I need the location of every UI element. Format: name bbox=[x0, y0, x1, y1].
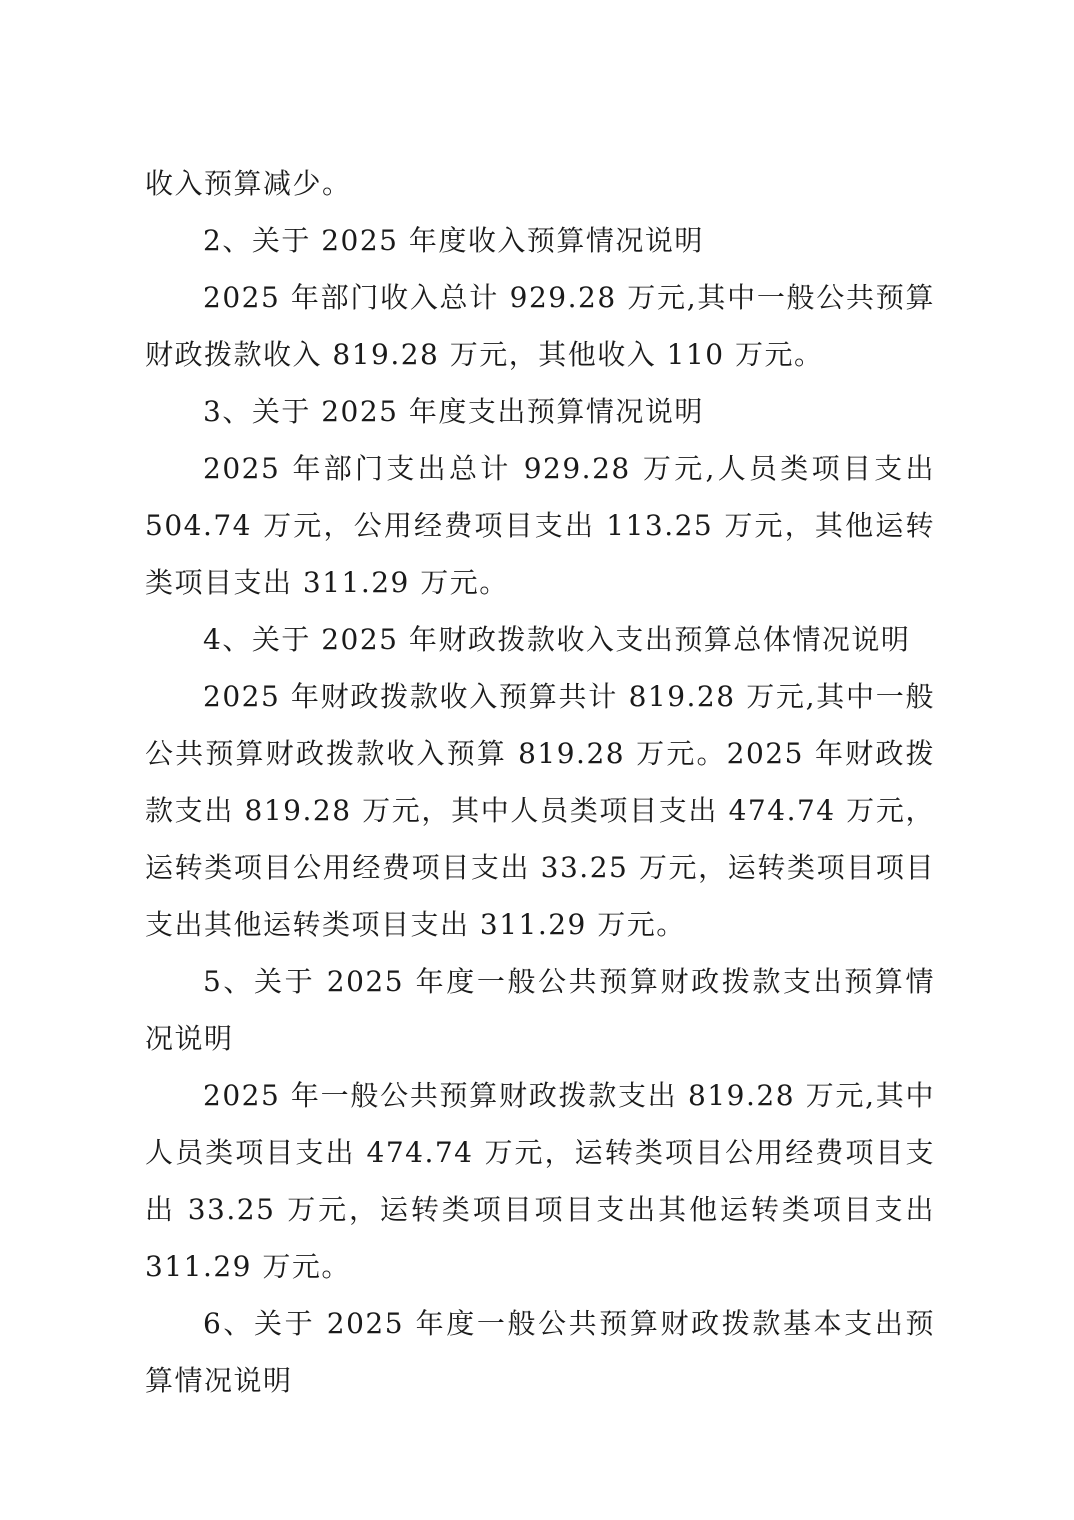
heading-income-budget: 2、关于 2025 年度收入预算情况说明 bbox=[203, 224, 704, 257]
document-body bbox=[145, 155, 935, 1409]
paragraph-fiscal-appropriation: 2025 年财政拨款收入预算共计 819.28 万元,其中一般公共预算财政拨款收入预算 819.28 万元。2025 年财政拨款支出 819.28 万元，其中人员类项目支出 474.74 万元，运转类项目公用经费项目支出 33.25 万元，运转类项目项目支出其他运转类项目支出 311.29 万元。 bbox=[145, 680, 935, 941]
paragraph-expenditure-total: 2025 年部门支出总计 929.28 万元,人员类项目支出 504.74 万元，公用经费项目支出 113.25 万元，其他运转类项目支出 311.29 万元。 bbox=[145, 452, 935, 599]
paragraph-income-total: 2025 年部门收入总计 929.28 万元,其中一般公共预算财政拨款收入 819.28 万元，其他收入 110 万元。 bbox=[145, 281, 935, 371]
heading-fiscal-appropriation: 4、关于 2025 年财政拨款收入支出预算总体情况说明 bbox=[203, 623, 911, 656]
heading-general-public-budget: 5、关于 2025 年度一般公共预算财政拨款支出预算情况说明 bbox=[145, 965, 935, 1055]
heading-basic-expenditure: 6、关于 2025 年度一般公共预算财政拨款基本支出预算情况说明 bbox=[145, 1307, 935, 1397]
heading-expenditure-budget: 3、关于 2025 年度支出预算情况说明 bbox=[203, 395, 704, 428]
paragraph-continuation: 收入预算减少。 bbox=[145, 167, 352, 200]
paragraph-general-public-budget: 2025 年一般公共预算财政拨款支出 819.28 万元,其中人员类项目支出 474.74 万元，运转类项目公用经费项目支出 33.25 万元，运转类项目项目支出其他运转类项目支出 311.29 万元。 bbox=[145, 1079, 935, 1283]
